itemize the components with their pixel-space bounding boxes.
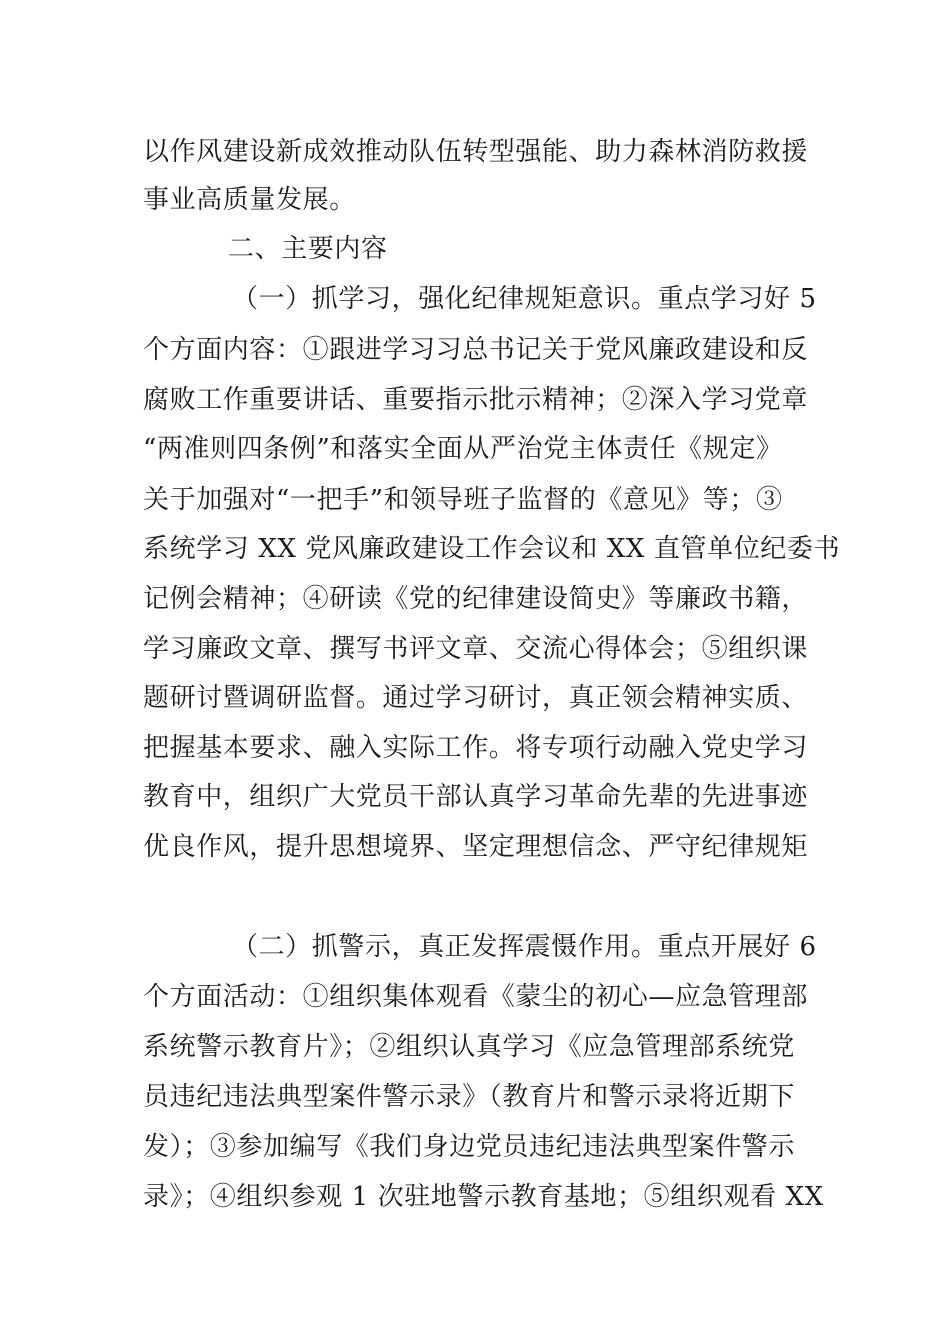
part1-line-9: 题研讨暨调研监督。通过学习研讨，真正领会精神实质、	[143, 683, 809, 713]
part1-line-8: 学习廉政文章、撰写书评文章、交流心得体会；⑤组织课	[143, 634, 809, 664]
section-heading: 二、主要内容	[228, 234, 388, 264]
part1-line-4: “两准则四条例”和落实全面从严治党主体责任《规定》	[143, 434, 783, 464]
part2-line-5: 发）；③参加编写《我们身边党员违纪违法典型案件警示	[143, 1132, 796, 1162]
intro-line-2: 事业高质量发展。	[143, 185, 356, 215]
part1-line-11: 教育中，组织广大党员干部认真学习革命先辈的先进事迹	[143, 782, 809, 812]
part2-line-4: 员违纪违法典型案件警示录》（教育片和警示录将近期下	[143, 1082, 796, 1112]
part2-line-3: 系统警示教育片》；②组织认真学习《应急管理部系统党	[143, 1032, 796, 1062]
part1-line-12: 优良作风，提升思想境界、坚定理想信念、严守纪律规矩	[143, 832, 809, 862]
part2-line-2: 个方面活动：①组织集体观看《蒙尘的初心—应急管理部	[143, 982, 809, 1012]
part2-line-1: （二）抓警示，真正发挥震慑作用。重点开展好 6	[232, 932, 817, 962]
intro-line-1: 以作风建设新成效推动队伍转型强能、助力森林消防救援	[143, 137, 809, 167]
part1-line-6: 系统学习 XX 党风廉政建设工作会议和 XX 直管单位纪委书	[143, 534, 841, 564]
part2-line-6: 录》；④组织参观 1 次驻地警示教育基地；⑤组织观看 XX	[143, 1182, 824, 1212]
part1-line-10: 把握基本要求、融入实际工作。将专项行动融入党史学习	[143, 733, 809, 763]
part1-line-7: 记例会精神；④研读《党的纪律建设简史》等廉政书籍，	[143, 584, 809, 614]
part1-line-1: （一）抓学习，强化纪律规矩意识。重点学习好 5	[232, 284, 817, 314]
part1-line-5: 关于加强对“一把手”和领导班子监督的《意见》等；③	[143, 485, 783, 515]
part1-line-3: 腐败工作重要讲话、重要指示批示精神；②深入学习党章	[143, 385, 809, 415]
part1-line-2: 个方面内容：①跟进学习习总书记关于党风廉政建设和反	[143, 335, 809, 365]
